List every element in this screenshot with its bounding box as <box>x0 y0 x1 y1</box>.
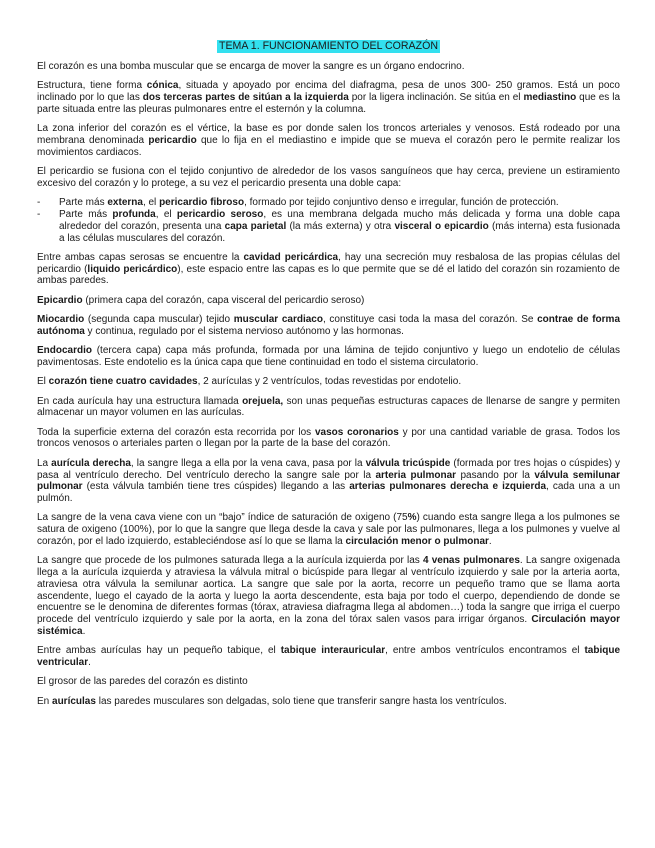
body-paragraph-13: En aurículas las paredes musculares son delgadas, solo tiene que transferir sangre hasta los ventrículos. <box>37 695 507 707</box>
bold-term: aurículas <box>52 695 96 707</box>
bold-term: válvula semilunar pulmonar <box>37 469 620 493</box>
intro-paragraph-4: El pericardio se fusiona con el tejido conjuntivo de alrededor de los vasos sanguíneos que hay cerca, previene un estiramiento excesivo del corazón y lo protege, a su vez el pericardio presenta una doble capa: <box>37 166 620 189</box>
bold-term: circulación menor o pulmonar <box>345 536 489 547</box>
bold-term: pericardio seroso <box>176 208 264 220</box>
body-paragraph-1: Entre ambas capas serosas se encuentre la cavidad pericárdica, hay una secreción muy resbalosa de las propias células del pericardio (liquido pericárdico), este espacio entre las capas es lo que permite que se dé el latido del corazón sin rozamiento de ambas paredes. <box>37 251 620 287</box>
bold-term: Miocardio <box>37 314 85 326</box>
body-paragraph-12: El grosor de las paredes del corazón es distinto <box>37 676 248 688</box>
bold-term: arteria pulmonar <box>375 469 457 481</box>
page-title: TEMA 1. FUNCIONAMIENTO DEL CORAZÓN <box>219 40 438 52</box>
list-item: - Parte más profunda, el pericardio seroso, es una membrana delgada mucho más delicada y forma una doble capa alrededor del corazón, presenta una capa parietal (la más externa) y otra visceral o epicardio (más interna) esta fusionada a las células musculares del corazón. <box>59 209 620 244</box>
bold-term: aurícula derecha <box>51 457 131 469</box>
bold-term: mediastino <box>523 92 577 104</box>
bold-term: Epicardio <box>37 294 83 306</box>
body-paragraphs <box>37 252 620 708</box>
body-paragraph-9: La sangre de la vena cava viene con un “bajo” índice de saturación de oxigeno (75%) cuando esta sangre llega a los pulmones se satura de oxigeno (100%), por lo que la sangre que llega desde la cava y sale por las pulmonares, llega a los pulmones y vuelve al corazón, por el lado izquierdo, estableciéndose así lo que se llama la circulación menor o pulmonar. <box>37 512 620 547</box>
bold-term: Circulación mayor sistémica <box>37 614 620 638</box>
body-paragraph-8: La aurícula derecha, la sangre llega a ella por la vena cava, pasa por la válvula tricúspide (formada por tres hojas o cúspides) y pasa al ventrículo derecho. Del ventrículo derecho la sangre sale por la arteria pulmonar pasando por la válvula semilunar pulmonar (esta válvula también tiene tres cúspides) llegando a las arterias pulmonares derecha e izquierda, cada una a un pulmón. <box>37 457 621 505</box>
title-wrap <box>37 36 620 54</box>
body-paragraph-5: El corazón tiene cuatro cavidades, 2 aurículas y 2 ventrículos, todas revestidas por endotelio. <box>37 376 462 388</box>
bold-term: Endocardio <box>37 345 93 357</box>
body-paragraph-2: Epicardio (primera capa del corazón, capa visceral del pericardio seroso) <box>37 294 365 306</box>
bold-term: pericardio <box>148 134 197 146</box>
intro-paragraph-2: Estructura, tiene forma cónica, situada y apoyado por encima del diafragma, pesa de unos 300- 250 gramos. Está un poco inclinado por lo que las dos terceras partes de sitúan a la izquierda por la ligera inclinación. Se sitúa en el mediastino que es la parte situada entre las pleuras pulmonares entre el esternón y la columna. <box>37 80 621 115</box>
intro-paragraph-3: La zona inferior del corazón es el vértice, la base es por donde salen los troncos arteriales y venosos. Está rodeado por una membrana denominada pericardio que lo fija en el mediastino e impide que se mueva el corazón pero le permite realizar los movimientos cardiacos. <box>37 123 620 158</box>
body-paragraph-6: En cada aurícula hay una estructura llamada orejuela, son unas pequeñas estructuras capaces de llenarse de sangre y permiten almacenar un mayor volumen en las aurículas. <box>37 395 621 419</box>
intro-paragraph-1: El corazón es una bomba muscular que se encarga de mover la sangre es un órgano endocrino. <box>37 61 465 72</box>
bold-term: externa <box>107 197 143 209</box>
bold-term: profunda <box>112 208 156 220</box>
bold-term: contrae de forma autónoma <box>37 314 621 337</box>
bold-term: tabique interauricular <box>280 645 386 657</box>
bold-term: liquido pericárdico <box>87 263 178 275</box>
body-paragraph-3: Miocardio (segunda capa muscular) tejido muscular cardiaco, constituye casi toda la masa del corazón. Se contrae de forma autónoma y continua, regulado por el sistema nervioso autónomo y las hormonas. <box>37 314 621 337</box>
body-paragraph-11: Entre ambas aurículas hay un pequeño tabique, el tabique interauricular, entre ambos ventrículos encontramos el tabique ventricular. <box>37 645 621 669</box>
bold-term: pericardio fibroso <box>159 197 245 209</box>
bold-term: cavidad pericárdica <box>243 251 339 263</box>
bold-term: tabique ventricular <box>37 645 621 669</box>
bold-term: arterias pulmonares derecha e izquierda <box>349 481 547 493</box>
list-item: - Parte más externa, el pericardio fibroso, formado por tejido conjuntivo denso e irregular, función de protección. <box>59 197 620 209</box>
bold-term: capa parietal <box>224 220 287 232</box>
bold-term: 4 venas pulmonares <box>422 555 520 567</box>
bold-term: muscular cardiaco <box>233 314 323 326</box>
bold-term: válvula tricúspide <box>365 457 451 469</box>
bold-term: % <box>407 512 417 524</box>
intro-paragraphs <box>37 61 620 190</box>
bold-term: corazón tiene cuatro cavidades <box>48 376 198 388</box>
pericardium-layer-list <box>37 197 620 244</box>
bold-term: cónica <box>146 80 179 92</box>
body-paragraph-4: Endocardio (tercera capa) capa más profunda, formada por una lámina de tejido conjuntivo y luego un endotelio de células pavimentosas. Este endotelio es la única capa que tiene continuidad en todo el sistema circulatorio. <box>37 345 620 368</box>
bold-term: vasos coronarios <box>314 426 399 438</box>
bold-term: orejuela, <box>242 395 284 407</box>
bold-term: dos terceras partes de sitúan a la izquierda <box>142 92 349 104</box>
body-paragraph-10: La sangre que procede de los pulmones saturada llega a la aurícula izquierda por las 4 venas pulmonares. La sangre oxigenada llega a la aurícula izquierda y atraviesa la válvula mitral o bicúspide para llegar al ventrículo izquierdo y sale por la arteria aorta, atraviesa otra válvula la semilunar aortica. La sangre que sale por la aorta, recorre un pequeño tramo que se llama aorta ascendente, luego el cayado de la aorta y luego la aorta descendente, esta baja por todo el cuerpo, dependiendo de donde se encuentre se le denomina de diferentes formas (tórax, atraviesa diafragma llega al abdomen…) toda la sangre que irriga el cuerpo procede del ventrículo izquierdo y sale por la aorta, en la zona del tórax salen vasos para irrigar órganos. Circulación mayor sistémica. <box>37 555 620 638</box>
bold-term: visceral o epicardio <box>394 220 489 232</box>
body-paragraph-7: Toda la superficie externa del corazón esta recorrida por los vasos coronarios y por una cantidad variable de grasa. Todos los troncos venosos o arteriales parten o llegan por la parte de la base del corazón. <box>37 426 621 450</box>
